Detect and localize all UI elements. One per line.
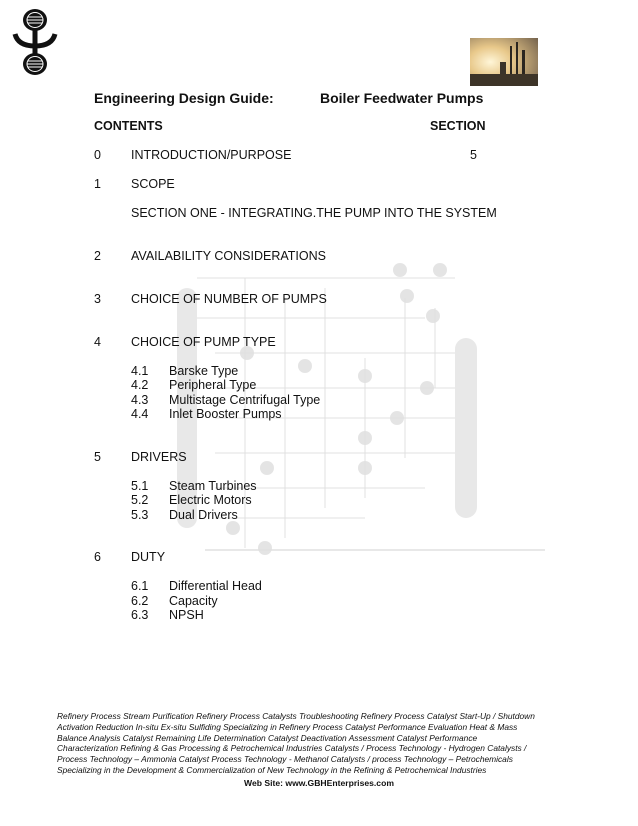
toc-entry-drivers: DRIVERS <box>131 450 187 464</box>
toc-sub-differential-head: Differential Head <box>169 579 262 593</box>
toc-num-4: 4 <box>94 335 101 349</box>
guide-title: Engineering Design Guide: <box>94 90 274 106</box>
toc-sub-num: 5.3 <box>131 508 149 522</box>
website-link[interactable]: Web Site: www.GBHEnterprises.com <box>244 778 394 788</box>
toc-num-3: 3 <box>94 292 101 306</box>
toc-entry-pump-type: CHOICE OF PUMP TYPE <box>131 335 276 349</box>
toc-entry-availability: AVAILABILITY CONSIDERATIONS <box>131 249 326 263</box>
footer-services-text <box>57 711 557 776</box>
guide-subject: Boiler Feedwater Pumps <box>320 90 484 106</box>
toc-sub-barske: Barske Type <box>169 364 239 378</box>
toc-num-0: 0 <box>94 148 101 162</box>
footer-line: Refinery Process Stream Purification Refinery Process Catalysts Troubleshooting Refinery Process Catalyst Start-Up / Shutdown <box>57 711 535 721</box>
toc-sub-num: 4.2 <box>131 378 149 392</box>
toc-sub-steam-turbines: Steam Turbines <box>169 479 257 493</box>
toc-num-2: 2 <box>94 249 101 263</box>
toc-sub-dual-drivers: Dual Drivers <box>169 508 238 522</box>
toc-sub-inlet-booster: Inlet Booster Pumps <box>169 407 282 421</box>
toc-entry-number-of-pumps: CHOICE OF NUMBER OF PUMPS <box>131 292 327 306</box>
toc-entry-scope: SCOPE <box>131 177 175 191</box>
toc-sub-num: 6.1 <box>131 579 149 593</box>
toc-sub-num: 4.3 <box>131 393 149 407</box>
toc-num-6: 6 <box>94 550 101 564</box>
footer-line: Process Technology – Ammonia Catalyst Process Technology - Methanol Catalysts / process Technology – Petrochemicals <box>57 754 513 765</box>
toc-num-1: 1 <box>94 177 101 191</box>
toc-sub-npsh: NPSH <box>169 608 204 622</box>
toc-sub-num: 6.3 <box>131 608 149 622</box>
footer-line: Balance Analysis Catalyst Remaining Life Determination Catalyst Deactivation Assessment Catalyst Performance <box>57 732 478 743</box>
toc-page-5: 5 <box>470 148 477 162</box>
footer-line: Characterization Refining & Gas Processing & Petrochemical Industries Catalysts / Process Technology - Hydrogen Catalysts / <box>57 743 527 754</box>
toc-sub-electric-motors: Electric Motors <box>169 493 252 507</box>
contents-label: CONTENTS <box>94 119 163 133</box>
toc-sub-peripheral: Peripheral Type <box>169 378 257 392</box>
toc-num-5: 5 <box>94 450 101 464</box>
footer-line: Specializing in the Development & Commercialization of New Technology in the Refining & Petrochemical Industries <box>57 764 487 775</box>
toc-sub-num: 4.1 <box>131 364 149 378</box>
section-label: SECTION <box>430 119 486 133</box>
toc-entry-duty: DUTY <box>131 550 166 564</box>
toc-entry-introduction: INTRODUCTION/PURPOSE <box>131 148 292 162</box>
toc-sub-capacity: Capacity <box>169 594 218 608</box>
footer-line: Activation Reduction In-situ Ex-situ Sulfiding Specializing in Refinery Process Catalyst Performance Evaluation Heat & Mass <box>57 721 518 732</box>
section-one-heading: SECTION ONE - INTEGRATING.THE PUMP INTO THE SYSTEM <box>131 206 497 220</box>
toc-sub-num: 4.4 <box>131 407 149 421</box>
toc-sub-multistage: Multistage Centrifugal Type <box>169 393 321 407</box>
toc-sub-num: 5.1 <box>131 479 149 493</box>
toc-sub-num: 6.2 <box>131 594 149 608</box>
toc-sub-num: 5.2 <box>131 493 149 507</box>
gbh-logo-icon <box>12 6 58 78</box>
refinery-photo <box>470 38 538 86</box>
